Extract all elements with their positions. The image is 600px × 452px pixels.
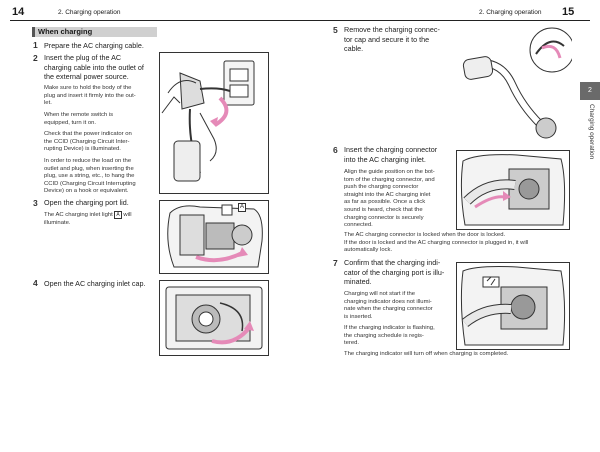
step-6-note: Align the guide position on the bot- tom of the charging connector, and push the charging connector straight into the AC charging inlet as far as possible. Once a click sound is heard, check that the charging connector is securely connected. bbox=[344, 169, 435, 229]
figure-connector-cap bbox=[460, 24, 572, 142]
figure-insert-connector bbox=[456, 150, 570, 230]
marker-a-inline: A bbox=[116, 212, 120, 218]
insert-connector-illustration bbox=[457, 151, 569, 229]
charging-indicator-illustration bbox=[457, 263, 569, 349]
step-6-lock-info: The AC charging connector is locked when the door is locked. If the door is locked and the AC charging connector is plugged in, it will automatically lock. bbox=[344, 232, 529, 254]
step-2-note-3: Check that the power indicator on the CCID (Charging Circuit Inter- rupting Device) is illuminated. bbox=[44, 131, 132, 153]
figure-port-lid bbox=[159, 200, 269, 274]
step-4-text: Open the AC charging inlet cap. bbox=[44, 279, 146, 288]
step-2-text: Insert the plug of the AC charging cable into the outlet of the external power source. bbox=[44, 53, 144, 82]
step-2-note-4: In order to reduce the load on the outlet and plug, when inserting the plug, use a string, etc., to hang the CCID (Charging Circuit Interrupting Device) on a hook or equivalent. bbox=[44, 158, 136, 195]
chapter-tab: 2 bbox=[580, 82, 600, 100]
inlet-cap-illustration bbox=[160, 281, 268, 355]
figure-plug-outlet bbox=[159, 52, 269, 194]
step-4-number: 4 bbox=[33, 278, 38, 288]
figure-marker-a: A bbox=[240, 204, 245, 210]
left-page-number: 14 bbox=[12, 6, 25, 18]
step-7-note-1: Charging will not start if the charging indicator does not illumi- nate when the charging connector is inserted. bbox=[344, 291, 433, 320]
step-6-text: Insert the charging connector into the AC charging inlet. bbox=[344, 145, 438, 164]
header-rule bbox=[10, 20, 590, 21]
section-heading: When charging bbox=[32, 27, 157, 37]
step-1-number: 1 bbox=[33, 40, 38, 50]
right-header-title: 2. Charging operation bbox=[479, 9, 542, 16]
plug-outlet-illustration bbox=[160, 53, 268, 193]
step-3-number: 3 bbox=[33, 198, 38, 208]
left-header-title: 2. Charging operation bbox=[58, 9, 121, 16]
step-5-number: 5 bbox=[333, 25, 338, 35]
step-5-text: Remove the charging connec- tor cap and secure it to the cable. bbox=[344, 25, 440, 54]
step-2-number: 2 bbox=[33, 53, 38, 63]
step-7-note-2: If the charging indicator is flashing, the charging schedule is regis- tered. bbox=[344, 325, 435, 347]
step-3-note: The AC charging inlet light A will illuminate. bbox=[44, 212, 132, 226]
step-7-text: Confirm that the charging indi- cator of the charging port is illu- minated. bbox=[344, 258, 445, 287]
step-7-completion-info: The charging indicator will turn off when charging is completed. bbox=[344, 351, 509, 357]
step-6-number: 6 bbox=[333, 145, 338, 155]
step-1-text: Prepare the AC charging cable. bbox=[44, 41, 144, 50]
figure-inlet-cap bbox=[159, 280, 269, 356]
chapter-label: Charging operation bbox=[588, 104, 595, 160]
connector-cap-illustration bbox=[460, 24, 572, 142]
figure-charging-indicator bbox=[456, 262, 570, 350]
port-lid-illustration bbox=[160, 201, 268, 273]
step-7-number: 7 bbox=[333, 258, 338, 268]
step-2-note-1: Make sure to hold the body of the plug and insert it firmly into the out- let. bbox=[44, 85, 136, 107]
right-page-number: 15 bbox=[562, 6, 575, 18]
step-3-text: Open the charging port lid. bbox=[44, 198, 129, 207]
step-2-note-2: When the remote switch is equipped, turn it on. bbox=[44, 112, 114, 126]
